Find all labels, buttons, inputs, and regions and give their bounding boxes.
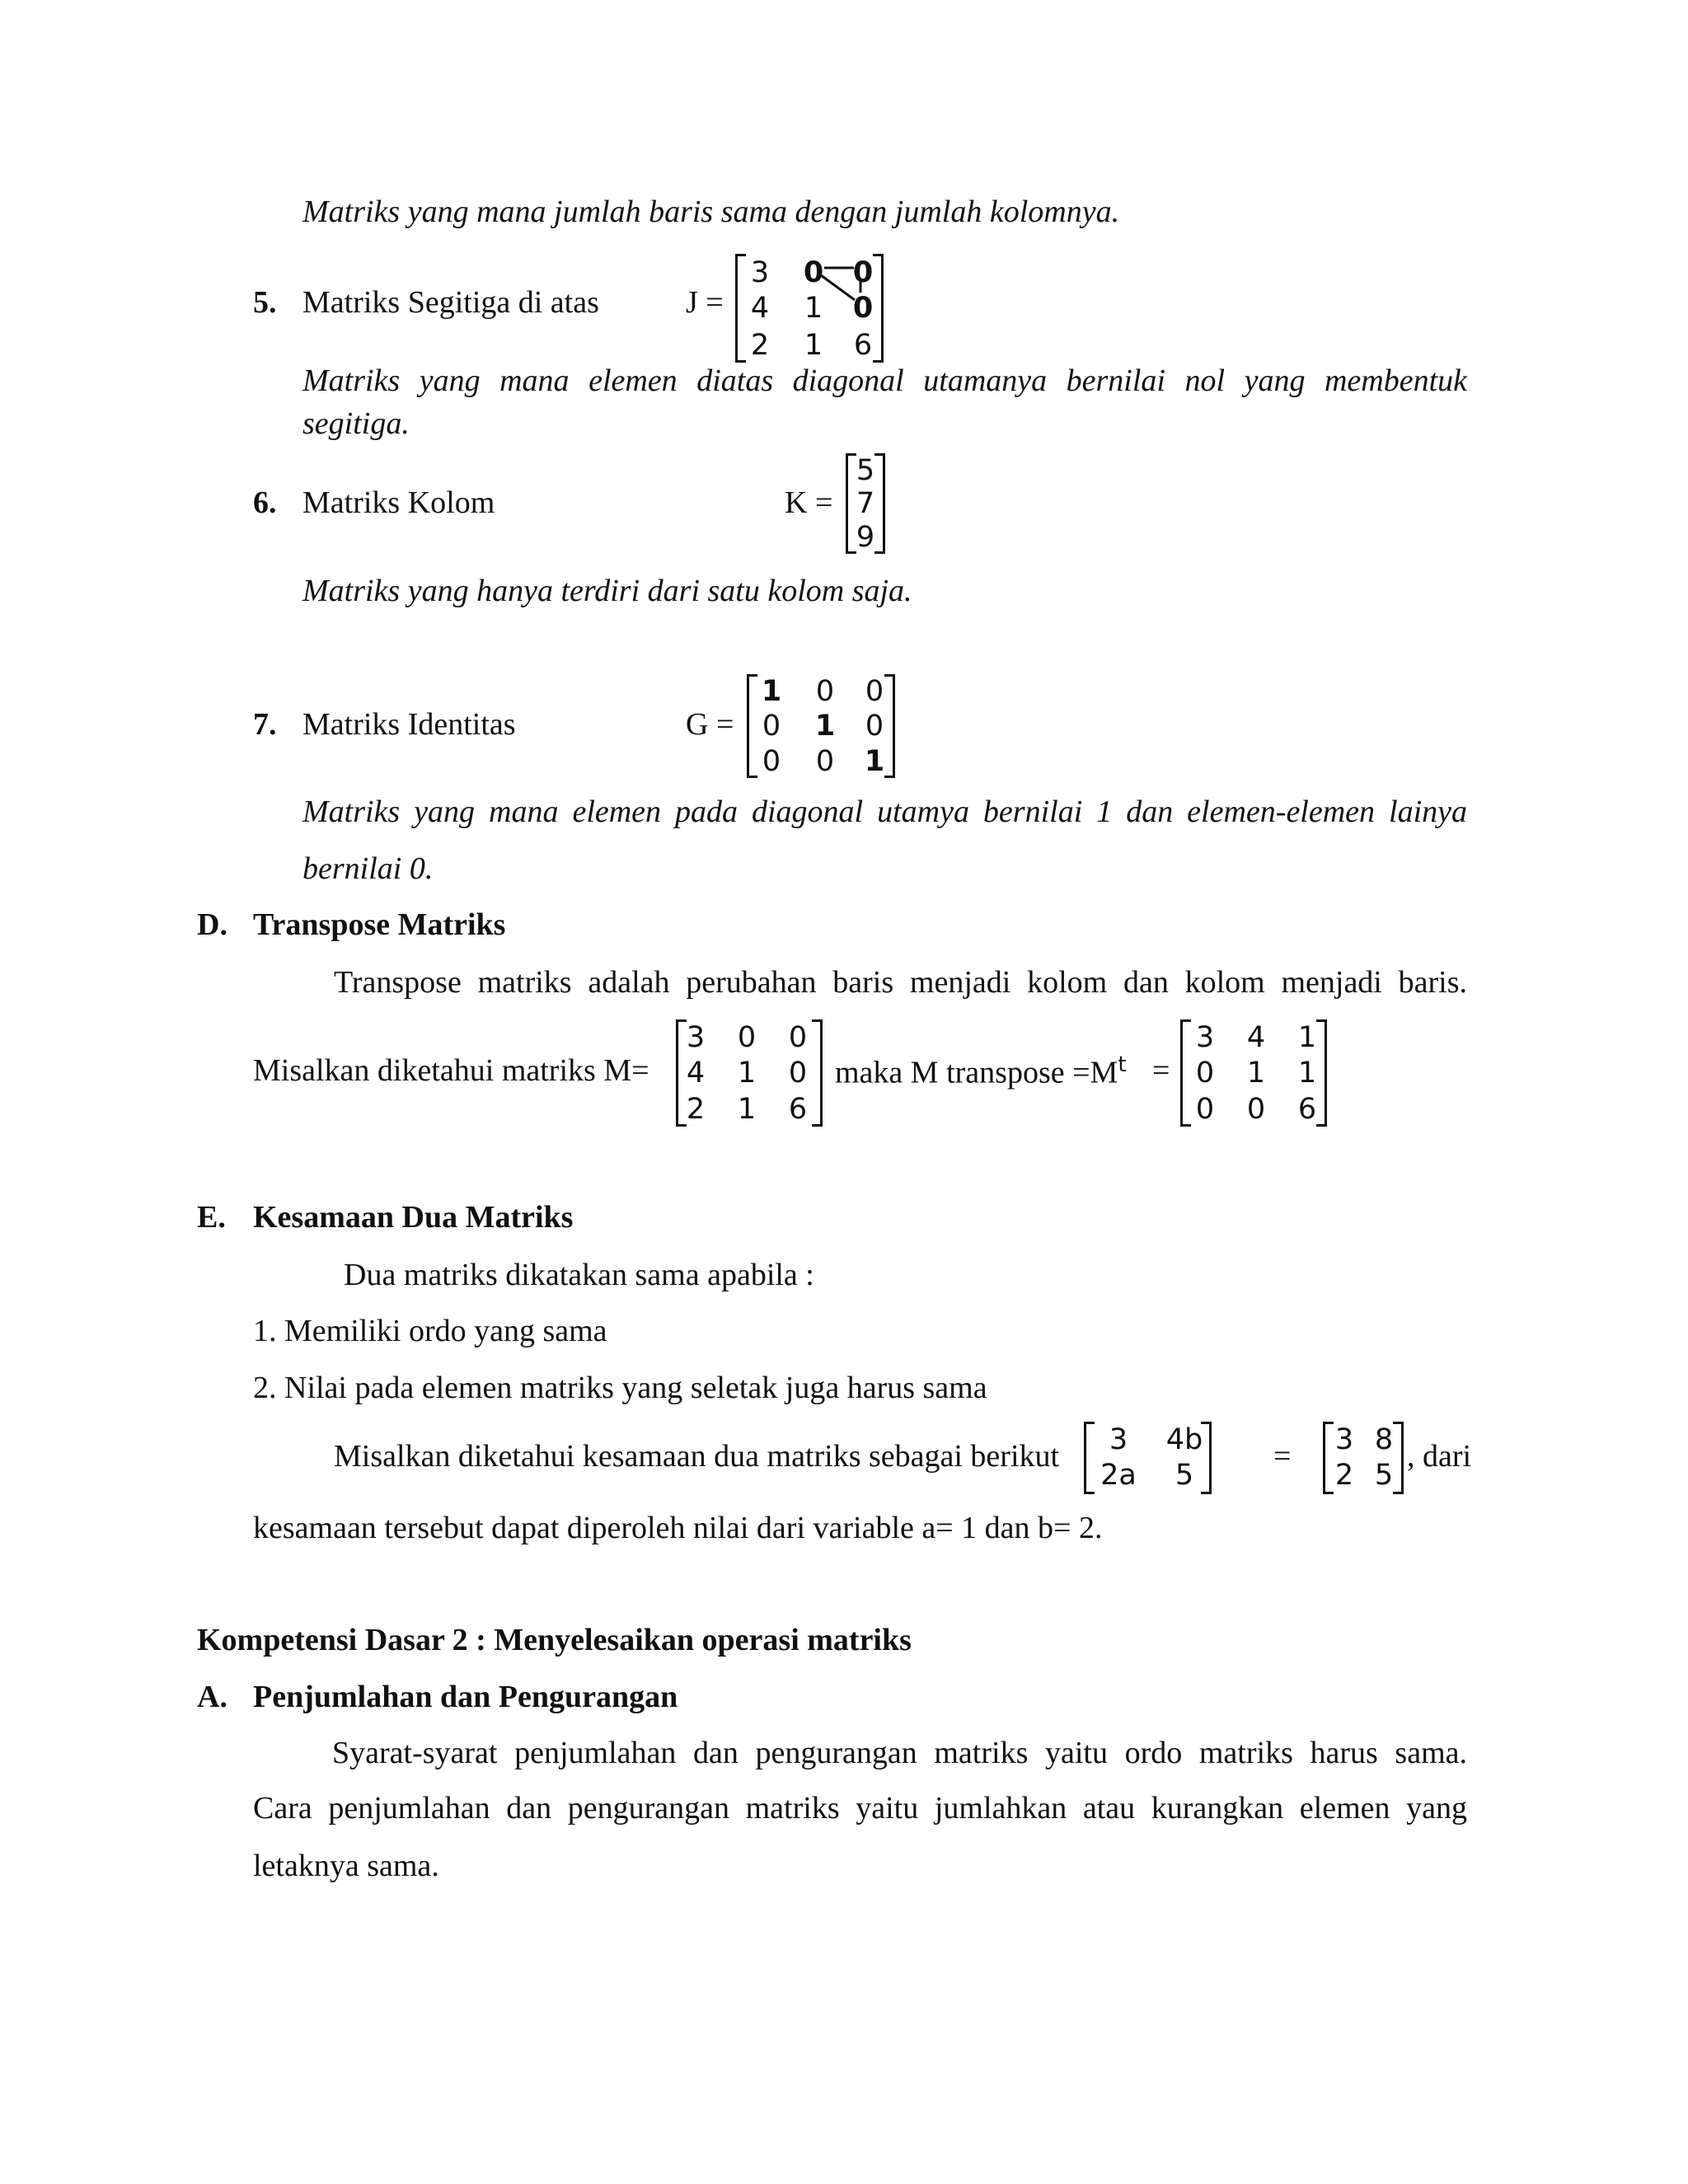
matrix-m-cell: 1 — [737, 1057, 757, 1090]
matrix-k-cell: 9 — [856, 521, 875, 554]
item-7-number: 7. — [253, 707, 277, 742]
section-e-point-1: 1. Memiliki ordo yang sama — [253, 1314, 607, 1348]
section-d-equals: = — [1152, 1053, 1170, 1088]
item-5-label: Matriks Segitiga di atas — [302, 285, 599, 320]
matrix-g-cell: 0 — [815, 675, 835, 708]
matrix-j-cell: 6 — [853, 329, 873, 362]
item-6-label: Matriks Kolom — [302, 485, 495, 520]
section-e-intro: Dua matriks dikatakan sama apabila : — [344, 1258, 814, 1292]
matrix-k-cell: 7 — [856, 487, 875, 520]
matrix-k-cell: 5 — [856, 454, 875, 487]
section-e-letter: E. — [197, 1200, 226, 1235]
matrix-j-cell: 3 — [750, 256, 770, 289]
matrix-j-cell: 2 — [750, 329, 770, 362]
matrix-m-cell: 1 — [737, 1093, 757, 1126]
matrix-mt-cell: 6 — [1297, 1093, 1317, 1126]
section-e-conclusion: kesamaan tersebut dapat diperoleh nilai dari variable a= 1 dan b= 2. — [253, 1511, 1103, 1545]
matrix-b-cell: 2 — [1334, 1459, 1354, 1492]
item-6-description: Matriks yang hanya terdiri dari satu kolom saja. — [302, 574, 912, 608]
matrix-mt-cell: 0 — [1195, 1057, 1215, 1090]
square-matrix-description: Matriks yang mana jumlah baris sama dengan jumlah kolomnya. — [302, 194, 1120, 229]
matrix-b — [1323, 1422, 1404, 1494]
matrix-k-var: K = — [785, 485, 833, 520]
matrix-g-cell: 1 — [761, 675, 782, 708]
matrix-j-cell: 1 — [804, 329, 823, 362]
kd2-paragraph-line1: Syarat-syarat penjumlahan dan pengurangan matriks yaitu ordo matriks harus sama. — [332, 1736, 1467, 1770]
item-5-description-line1: Matriks yang mana elemen diatas diagonal utamanya bernilai nol yang membentuk — [302, 363, 1467, 398]
kd2-sub-heading: Penjumlahan dan Pengurangan — [253, 1680, 678, 1714]
right-bracket — [884, 674, 895, 778]
section-d-letter: D. — [197, 907, 227, 942]
left-bracket — [1180, 1019, 1191, 1127]
matrix-g-cell: 1 — [814, 710, 836, 743]
section-e-point-2: 2. Nilai pada elemen matriks yang seletak juga harus sama — [253, 1371, 987, 1405]
matrix-a-cell: 3 — [1109, 1423, 1128, 1456]
matrix-g-cell: 0 — [865, 675, 884, 708]
matrix-mt-cell: 1 — [1246, 1057, 1266, 1090]
right-bracket — [1393, 1422, 1404, 1494]
matrix-g-cell: 1 — [864, 745, 885, 778]
matrix-mt-cell: 0 — [1195, 1093, 1215, 1126]
matrix-j-cell: 0 — [852, 256, 874, 289]
matrix-j-cell: 0 — [803, 256, 824, 289]
matrix-mt-cell: 4 — [1246, 1021, 1266, 1054]
matrix-a-cell: 5 — [1175, 1459, 1194, 1492]
matrix-mt-cell: 0 — [1246, 1093, 1266, 1126]
matrix-m — [676, 1019, 823, 1127]
left-bracket — [1084, 1422, 1095, 1494]
matrix-g — [747, 674, 895, 778]
section-e-suffix: , dari — [1407, 1439, 1472, 1474]
matrix-mt-cell: 1 — [1297, 1057, 1317, 1090]
right-bracket — [1316, 1019, 1327, 1127]
matrix-g-cell: 0 — [762, 745, 781, 778]
section-d-heading: Transpose Matriks — [253, 907, 506, 942]
left-bracket — [1323, 1422, 1334, 1494]
item-6-number: 6. — [253, 485, 277, 520]
kd2-heading: Kompetensi Dasar 2 : Menyelesaikan operasi matriks — [197, 1623, 912, 1657]
matrix-j-var: J = — [686, 285, 724, 320]
matrix-m-transpose — [1180, 1019, 1327, 1127]
matrix-m-cell: 0 — [737, 1021, 757, 1054]
matrix-m-cell: 0 — [788, 1057, 808, 1090]
matrix-g-cell: 0 — [762, 710, 781, 743]
matrix-m-cell: 2 — [686, 1093, 706, 1126]
right-bracket — [874, 453, 885, 554]
left-bracket — [846, 453, 856, 554]
transpose-text: maka M transpose =M — [835, 1055, 1118, 1090]
matrix-j-cell: 1 — [804, 292, 823, 325]
matrix-j-cell: 0 — [852, 292, 874, 325]
item-5-number: 5. — [253, 285, 277, 320]
matrix-j-cell: 4 — [750, 292, 770, 325]
section-d-example-prefix: Misalkan diketahui matriks M= — [253, 1053, 649, 1088]
matrix-k — [846, 453, 885, 554]
kd2-paragraph-line3: letaknya sama. — [253, 1849, 439, 1883]
matrix-g-cell: 0 — [865, 710, 884, 743]
matrix-m-cell: 4 — [686, 1057, 706, 1090]
matrix-m-cell: 6 — [788, 1093, 808, 1126]
matrix-a-cell: 2a — [1100, 1459, 1137, 1492]
matrix-a-cell: 4b — [1165, 1423, 1203, 1456]
section-d-paragraph: Transpose matriks adalah perubahan baris menjadi kolom dan kolom menjadi baris. — [334, 965, 1467, 1000]
matrix-j — [735, 254, 884, 363]
left-bracket — [676, 1019, 687, 1127]
kd2-sub-letter: A. — [197, 1680, 227, 1714]
item-7-description-line1: Matriks yang mana elemen pada diagonal utamya bernilai 1 dan elemen-elemen lainya — [302, 794, 1467, 829]
left-bracket — [747, 674, 757, 778]
upper-triangle-marker — [735, 254, 884, 363]
matrix-b-cell: 5 — [1374, 1459, 1394, 1492]
item-7-description-line2: bernilai 0. — [302, 851, 434, 886]
section-e-example-prefix: Misalkan diketahui kesamaan dua matriks sebagai berikut — [334, 1439, 1060, 1474]
transpose-superscript: t — [1118, 1052, 1127, 1077]
matrix-m-cell: 3 — [686, 1021, 706, 1054]
matrix-b-cell: 8 — [1374, 1423, 1394, 1456]
matrix-a — [1084, 1422, 1212, 1494]
matrix-m-cell: 0 — [788, 1021, 808, 1054]
item-7-label: Matriks Identitas — [302, 707, 516, 742]
kd2-paragraph-line2: Cara penjumlahan dan pengurangan matriks yaitu jumlahkan atau kurangkan elemen yang — [253, 1791, 1467, 1825]
matrix-mt-cell: 3 — [1195, 1021, 1215, 1054]
matrix-g-cell: 0 — [815, 745, 835, 778]
matrix-g-var: G = — [686, 707, 734, 742]
matrix-mt-cell: 1 — [1297, 1021, 1317, 1054]
right-bracket — [812, 1019, 823, 1127]
section-e-equals: = — [1273, 1439, 1292, 1474]
matrix-b-cell: 3 — [1334, 1423, 1354, 1456]
section-e-heading: Kesamaan Dua Matriks — [253, 1200, 574, 1235]
section-d-example-mid — [835, 1052, 1127, 1092]
item-5-description-line2: segitiga. — [302, 406, 410, 441]
